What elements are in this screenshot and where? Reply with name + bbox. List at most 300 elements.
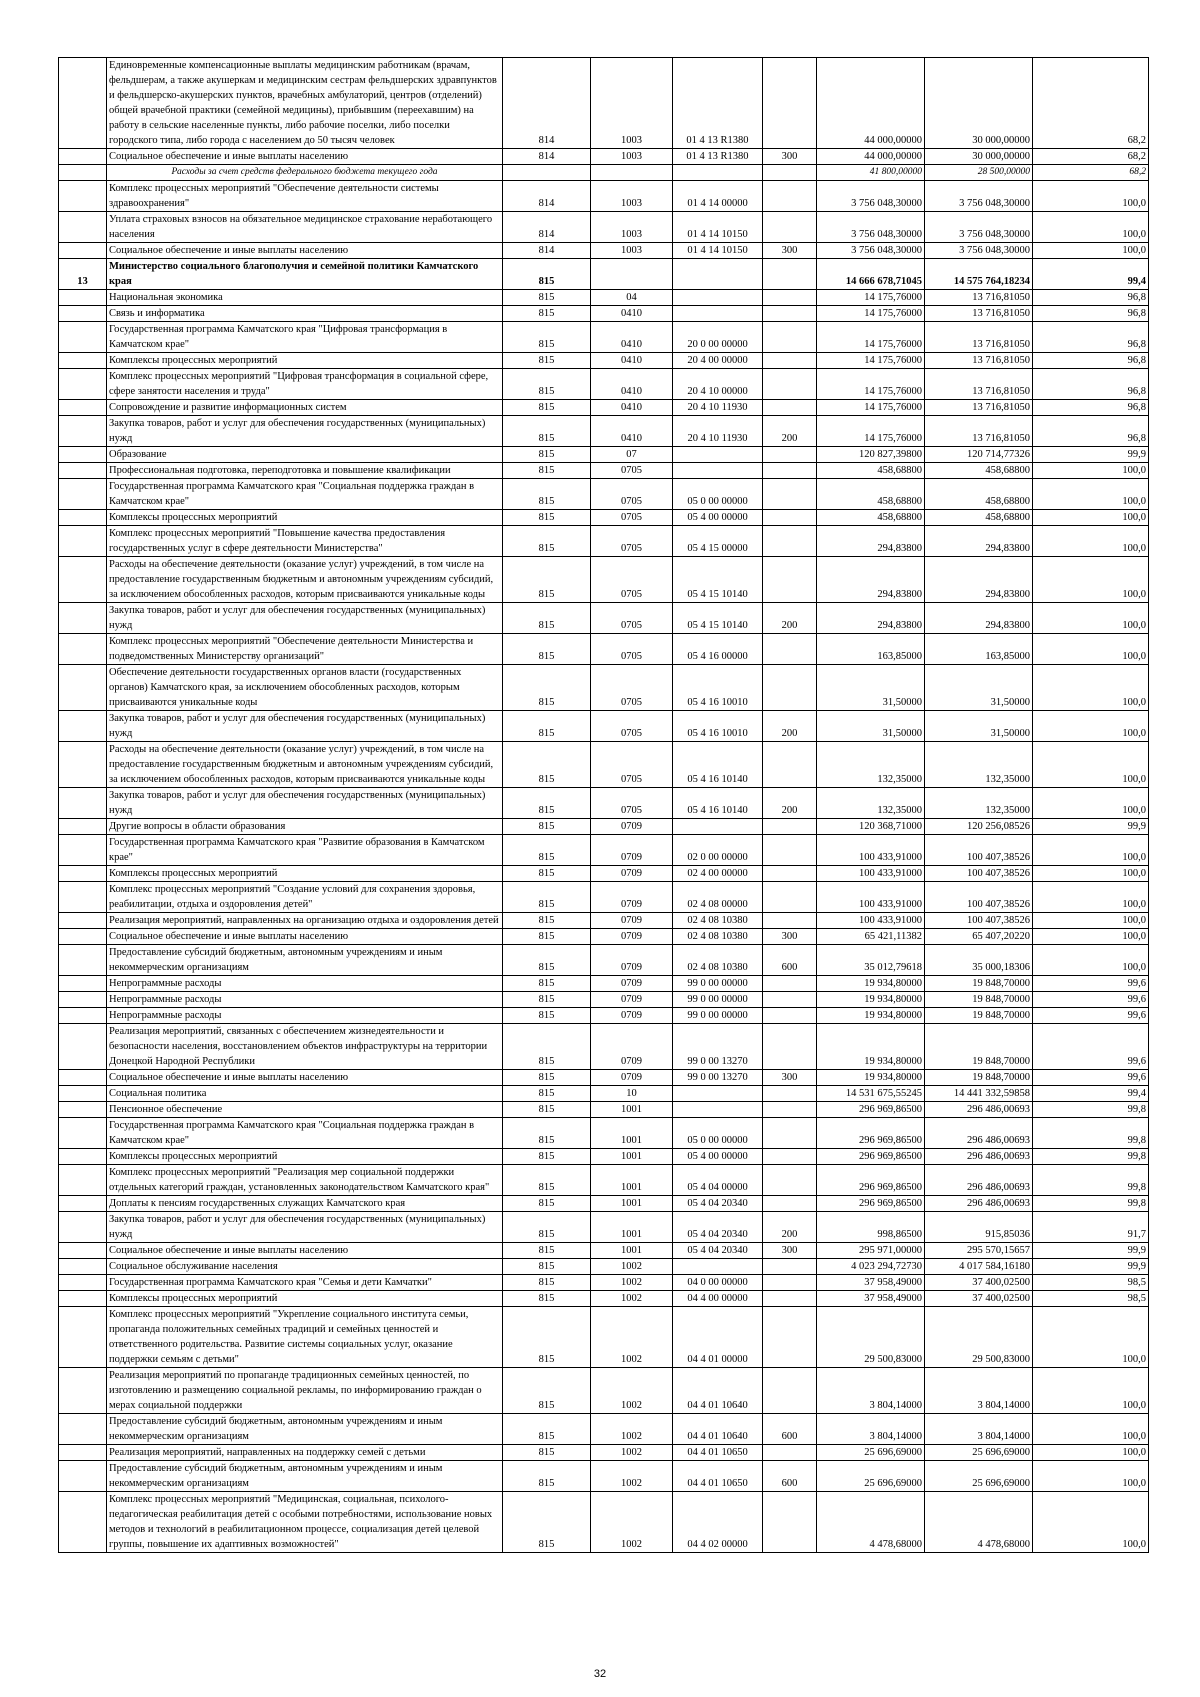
row-name: Профессиональная подготовка, переподготовка и повышение квалификации xyxy=(107,463,503,479)
row-percent: 100,0 xyxy=(1033,526,1149,557)
table-row xyxy=(59,603,1149,634)
row-percent: 99,8 xyxy=(1033,1102,1149,1118)
table-row xyxy=(59,819,1149,835)
row-actual-amount: 100 407,38526 xyxy=(925,882,1033,913)
row-plan-amount: 14 175,76000 xyxy=(817,306,925,322)
row-target-article: 02 4 08 10380 xyxy=(673,913,763,929)
table-row xyxy=(59,58,1149,149)
row-section-code: 1002 xyxy=(591,1291,673,1307)
row-grbs-code: 815 xyxy=(503,1461,591,1492)
row-actual-amount: 13 716,81050 xyxy=(925,416,1033,447)
row-name: Государственная программа Камчатского края "Социальная поддержка граждан в Камчатском крае" xyxy=(107,479,503,510)
row-percent: 96,8 xyxy=(1033,322,1149,353)
row-expense-type xyxy=(763,479,817,510)
row-plan-amount: 41 800,00000 xyxy=(817,165,925,181)
row-grbs-code: 815 xyxy=(503,526,591,557)
table-row xyxy=(59,1307,1149,1368)
row-name: Комплекс процессных мероприятий "Создание условий для сохранения здоровья, реабилитации, отдыха и оздоровления детей" xyxy=(107,882,503,913)
table-row xyxy=(59,945,1149,976)
row-name: Государственная программа Камчатского края "Развитие образования в Камчатском крае" xyxy=(107,835,503,866)
row-number xyxy=(59,665,107,711)
row-number xyxy=(59,866,107,882)
row-actual-amount: 132,35000 xyxy=(925,788,1033,819)
row-name: Доплаты к пенсиям государственных служащих Камчатского края xyxy=(107,1196,503,1212)
row-name: Комплекс процессных мероприятий "Медицинская, социальная, психолого-педагогическая реабилитация детей с особыми потребностями, использование новых методов и технологий в реабилитационном процессе, социализация детей целевой группы, повышение их адаптивных возможностей" xyxy=(107,1492,503,1553)
row-section-code: 0709 xyxy=(591,945,673,976)
row-name: Реализация мероприятий, направленных на поддержку семей с детьми xyxy=(107,1445,503,1461)
row-number xyxy=(59,819,107,835)
row-section-code: 1001 xyxy=(591,1102,673,1118)
row-percent: 100,0 xyxy=(1033,557,1149,603)
row-number xyxy=(59,742,107,788)
row-name: Непрограммные расходы xyxy=(107,976,503,992)
row-plan-amount: 294,83800 xyxy=(817,526,925,557)
table-row xyxy=(59,929,1149,945)
row-section-code: 1002 xyxy=(591,1414,673,1445)
row-number xyxy=(59,243,107,259)
row-name: Социальное обеспечение и иные выплаты населению xyxy=(107,1070,503,1086)
row-actual-amount: 458,68800 xyxy=(925,510,1033,526)
page-number: 32 xyxy=(593,1668,607,1680)
row-grbs-code: 815 xyxy=(503,259,591,290)
row-target-article xyxy=(673,1086,763,1102)
row-grbs-code: 815 xyxy=(503,1149,591,1165)
row-name: Единовременные компенсационные выплаты медицинским работникам (врачам, фельдшерам, а также акушеркам и медицинским сестрам фельдшерских здравпунктов и фельдшерско-акушерских пунктов, врачебных амбулаторий, центров (отделений) общей врачебной практики (семейной медицины), прибывшим (переехавшим) на работу в сельские населенные пункты, либо рабочие поселки, либо поселки городского типа, либо города с населением до 50 тысяч человек xyxy=(107,58,503,149)
row-expense-type xyxy=(763,181,817,212)
row-target-article: 04 4 01 10640 xyxy=(673,1414,763,1445)
row-number xyxy=(59,447,107,463)
row-percent: 91,7 xyxy=(1033,1212,1149,1243)
row-number xyxy=(59,165,107,181)
row-name: Комплекс процессных мероприятий "Реализация мер социальной поддержки отдельных категорий граждан, установленных законодательством Камчатского края" xyxy=(107,1165,503,1196)
row-actual-amount: 30 000,00000 xyxy=(925,149,1033,165)
row-expense-type: 600 xyxy=(763,945,817,976)
row-target-article xyxy=(673,819,763,835)
row-grbs-code: 815 xyxy=(503,1212,591,1243)
row-percent: 100,0 xyxy=(1033,634,1149,665)
row-actual-amount: 31,50000 xyxy=(925,665,1033,711)
row-name: Связь и информатика xyxy=(107,306,503,322)
table-row xyxy=(59,1275,1149,1291)
row-percent: 100,0 xyxy=(1033,882,1149,913)
table-row xyxy=(59,1086,1149,1102)
row-expense-type xyxy=(763,1008,817,1024)
row-grbs-code: 815 xyxy=(503,1196,591,1212)
row-number xyxy=(59,1024,107,1070)
row-plan-amount: 31,50000 xyxy=(817,665,925,711)
row-section-code: 0705 xyxy=(591,634,673,665)
row-section-code: 0705 xyxy=(591,742,673,788)
table-row xyxy=(59,1024,1149,1070)
row-grbs-code: 815 xyxy=(503,835,591,866)
row-section-code: 1001 xyxy=(591,1212,673,1243)
row-expense-type xyxy=(763,463,817,479)
row-expense-type: 300 xyxy=(763,929,817,945)
row-actual-amount: 19 848,70000 xyxy=(925,992,1033,1008)
row-section-code: 0705 xyxy=(591,463,673,479)
row-percent: 100,0 xyxy=(1033,665,1149,711)
row-expense-type xyxy=(763,976,817,992)
row-percent: 100,0 xyxy=(1033,711,1149,742)
row-target-article: 99 0 00 13270 xyxy=(673,1024,763,1070)
table-row xyxy=(59,322,1149,353)
row-target-article: 20 0 00 00000 xyxy=(673,322,763,353)
row-name: Реализация мероприятий по пропаганде традиционных семейных ценностей, по изготовлению и размещению социальной рекламы, по информированию граждан о мерах социальной поддержки xyxy=(107,1368,503,1414)
table-row xyxy=(59,447,1149,463)
row-target-article xyxy=(673,306,763,322)
row-target-article: 02 4 08 10380 xyxy=(673,945,763,976)
row-number xyxy=(59,1259,107,1275)
row-number xyxy=(59,416,107,447)
table-row xyxy=(59,1118,1149,1149)
table-row xyxy=(59,976,1149,992)
row-percent: 100,0 xyxy=(1033,463,1149,479)
table-row xyxy=(59,1461,1149,1492)
row-plan-amount: 100 433,91000 xyxy=(817,882,925,913)
row-expense-type: 300 xyxy=(763,1070,817,1086)
row-percent: 96,8 xyxy=(1033,290,1149,306)
table-row xyxy=(59,1368,1149,1414)
table-row xyxy=(59,1259,1149,1275)
row-percent: 99,6 xyxy=(1033,992,1149,1008)
row-target-article xyxy=(673,259,763,290)
row-expense-type xyxy=(763,1149,817,1165)
row-expense-type xyxy=(763,819,817,835)
row-number xyxy=(59,603,107,634)
row-target-article: 02 4 00 00000 xyxy=(673,866,763,882)
row-target-article: 01 4 14 00000 xyxy=(673,181,763,212)
row-section-code: 0709 xyxy=(591,1070,673,1086)
row-expense-type: 200 xyxy=(763,603,817,634)
row-expense-type xyxy=(763,165,817,181)
row-number xyxy=(59,992,107,1008)
row-actual-amount: 296 486,00693 xyxy=(925,1149,1033,1165)
row-grbs-code: 815 xyxy=(503,400,591,416)
row-percent: 100,0 xyxy=(1033,1461,1149,1492)
row-plan-amount: 19 934,80000 xyxy=(817,976,925,992)
row-target-article: 04 4 02 00000 xyxy=(673,1492,763,1553)
row-number xyxy=(59,835,107,866)
row-actual-amount: 37 400,02500 xyxy=(925,1275,1033,1291)
row-percent: 100,0 xyxy=(1033,913,1149,929)
row-expense-type: 200 xyxy=(763,416,817,447)
row-percent: 100,0 xyxy=(1033,181,1149,212)
row-number xyxy=(59,929,107,945)
row-number xyxy=(59,353,107,369)
row-expense-type: 300 xyxy=(763,149,817,165)
row-number xyxy=(59,1492,107,1553)
row-number xyxy=(59,1212,107,1243)
row-section-code: 1002 xyxy=(591,1259,673,1275)
row-actual-amount: 163,85000 xyxy=(925,634,1033,665)
row-grbs-code: 815 xyxy=(503,866,591,882)
row-actual-amount: 458,68800 xyxy=(925,463,1033,479)
row-expense-type xyxy=(763,526,817,557)
row-plan-amount: 296 969,86500 xyxy=(817,1165,925,1196)
row-number xyxy=(59,1165,107,1196)
table-row xyxy=(59,1445,1149,1461)
row-expense-type xyxy=(763,1291,817,1307)
row-number xyxy=(59,306,107,322)
table-row xyxy=(59,866,1149,882)
row-name: Комплексы процессных мероприятий xyxy=(107,510,503,526)
row-percent: 99,9 xyxy=(1033,447,1149,463)
row-section-code: 0705 xyxy=(591,603,673,634)
row-section-code: 0410 xyxy=(591,322,673,353)
row-grbs-code: 815 xyxy=(503,1243,591,1259)
row-expense-type xyxy=(763,1445,817,1461)
row-name: Комплекс процессных мероприятий "Цифровая трансформация в социальной сфере, сфере занятости населения и труда" xyxy=(107,369,503,400)
row-grbs-code: 815 xyxy=(503,1492,591,1553)
table-row xyxy=(59,835,1149,866)
row-name: Закупка товаров, работ и услуг для обеспечения государственных (муниципальных) нужд xyxy=(107,1212,503,1243)
row-expense-type: 300 xyxy=(763,243,817,259)
table-row xyxy=(59,634,1149,665)
row-name: Комплексы процессных мероприятий xyxy=(107,353,503,369)
row-target-article: 05 4 16 10140 xyxy=(673,788,763,819)
row-section-code: 0705 xyxy=(591,510,673,526)
row-section-code: 10 xyxy=(591,1086,673,1102)
row-name: Государственная программа Камчатского края "Семья и дети Камчатки" xyxy=(107,1275,503,1291)
budget-sheet xyxy=(58,57,1148,1553)
row-percent: 99,8 xyxy=(1033,1165,1149,1196)
table-row xyxy=(59,1165,1149,1196)
row-target-article: 04 4 01 00000 xyxy=(673,1307,763,1368)
row-plan-amount: 458,68800 xyxy=(817,510,925,526)
row-actual-amount: 3 756 048,30000 xyxy=(925,181,1033,212)
table-row xyxy=(59,1008,1149,1024)
table-row xyxy=(59,479,1149,510)
row-plan-amount: 998,86500 xyxy=(817,1212,925,1243)
row-actual-amount: 19 848,70000 xyxy=(925,1024,1033,1070)
row-number xyxy=(59,322,107,353)
row-percent: 100,0 xyxy=(1033,479,1149,510)
row-name: Государственная программа Камчатского края "Цифровая трансформация в Камчатском крае" xyxy=(107,322,503,353)
row-name: Другие вопросы в области образования xyxy=(107,819,503,835)
row-number xyxy=(59,1414,107,1445)
row-section-code: 0709 xyxy=(591,866,673,882)
row-grbs-code: 815 xyxy=(503,1414,591,1445)
table-row xyxy=(59,181,1149,212)
row-actual-amount: 30 000,00000 xyxy=(925,58,1033,149)
row-grbs-code: 815 xyxy=(503,882,591,913)
row-name: Социальное обеспечение и иные выплаты населению xyxy=(107,1243,503,1259)
row-expense-type xyxy=(763,1368,817,1414)
row-expense-type: 600 xyxy=(763,1414,817,1445)
row-expense-type xyxy=(763,866,817,882)
row-actual-amount: 13 716,81050 xyxy=(925,322,1033,353)
row-actual-amount: 35 000,18306 xyxy=(925,945,1033,976)
row-target-article: 04 0 00 00000 xyxy=(673,1275,763,1291)
row-number xyxy=(59,1196,107,1212)
table-row xyxy=(59,1291,1149,1307)
row-expense-type xyxy=(763,1086,817,1102)
row-grbs-code: 815 xyxy=(503,913,591,929)
row-name: Комплексы процессных мероприятий xyxy=(107,866,503,882)
table-row xyxy=(59,290,1149,306)
row-section-code: 1003 xyxy=(591,181,673,212)
row-actual-amount: 25 696,69000 xyxy=(925,1445,1033,1461)
row-plan-amount: 296 969,86500 xyxy=(817,1149,925,1165)
table-row xyxy=(59,913,1149,929)
row-target-article: 20 4 10 11930 xyxy=(673,400,763,416)
row-section-code: 1002 xyxy=(591,1368,673,1414)
row-target-article: 05 4 16 10010 xyxy=(673,665,763,711)
row-plan-amount: 294,83800 xyxy=(817,603,925,634)
row-grbs-code: 815 xyxy=(503,479,591,510)
row-name: Предоставление субсидий бюджетным, автономным учреждениям и иным некоммерческим организациям xyxy=(107,1414,503,1445)
row-name: Государственная программа Камчатского края "Социальная поддержка граждан в Камчатском крае" xyxy=(107,1118,503,1149)
row-expense-type xyxy=(763,306,817,322)
row-target-article: 01 4 14 10150 xyxy=(673,212,763,243)
row-target-article: 99 0 00 00000 xyxy=(673,1008,763,1024)
table-row xyxy=(59,353,1149,369)
row-target-article: 05 4 04 20340 xyxy=(673,1196,763,1212)
row-grbs-code: 814 xyxy=(503,181,591,212)
row-expense-type: 300 xyxy=(763,1243,817,1259)
row-target-article: 99 0 00 00000 xyxy=(673,992,763,1008)
row-section-code: 1003 xyxy=(591,149,673,165)
row-actual-amount: 37 400,02500 xyxy=(925,1291,1033,1307)
row-expense-type xyxy=(763,290,817,306)
row-percent: 100,0 xyxy=(1033,742,1149,788)
row-target-article: 05 4 15 10140 xyxy=(673,603,763,634)
table-row xyxy=(59,369,1149,400)
row-target-article: 05 0 00 00000 xyxy=(673,1118,763,1149)
row-plan-amount: 19 934,80000 xyxy=(817,1008,925,1024)
row-percent: 99,6 xyxy=(1033,1024,1149,1070)
row-target-article: 05 4 16 10010 xyxy=(673,711,763,742)
row-name: Комплекс процессных мероприятий "Обеспечение деятельности Министерства и подведомственных Министерству организаций" xyxy=(107,634,503,665)
row-section-code: 1002 xyxy=(591,1492,673,1553)
row-expense-type xyxy=(763,1102,817,1118)
row-plan-amount: 31,50000 xyxy=(817,711,925,742)
row-section-code xyxy=(591,259,673,290)
row-number xyxy=(59,479,107,510)
table-row xyxy=(59,1243,1149,1259)
row-percent: 100,0 xyxy=(1033,788,1149,819)
row-plan-amount: 14 175,76000 xyxy=(817,369,925,400)
row-number xyxy=(59,1291,107,1307)
row-plan-amount: 19 934,80000 xyxy=(817,1024,925,1070)
row-expense-type xyxy=(763,557,817,603)
table-row xyxy=(59,788,1149,819)
row-percent: 68,2 xyxy=(1033,58,1149,149)
row-plan-amount: 35 012,79618 xyxy=(817,945,925,976)
row-target-article: 04 4 01 10650 xyxy=(673,1461,763,1492)
row-number xyxy=(59,1086,107,1102)
row-name: Национальная экономика xyxy=(107,290,503,306)
row-plan-amount: 3 756 048,30000 xyxy=(817,243,925,259)
row-percent: 100,0 xyxy=(1033,1414,1149,1445)
row-section-code: 0709 xyxy=(591,929,673,945)
row-target-article: 05 4 04 20340 xyxy=(673,1243,763,1259)
row-expense-type xyxy=(763,1165,817,1196)
row-actual-amount: 19 848,70000 xyxy=(925,1070,1033,1086)
row-actual-amount: 3 756 048,30000 xyxy=(925,243,1033,259)
row-actual-amount: 13 716,81050 xyxy=(925,369,1033,400)
row-actual-amount: 120 714,77326 xyxy=(925,447,1033,463)
row-number xyxy=(59,1445,107,1461)
row-expense-type xyxy=(763,992,817,1008)
row-plan-amount: 65 421,11382 xyxy=(817,929,925,945)
row-percent: 96,8 xyxy=(1033,306,1149,322)
row-plan-amount: 37 958,49000 xyxy=(817,1275,925,1291)
row-grbs-code xyxy=(503,165,591,181)
row-number xyxy=(59,1118,107,1149)
row-grbs-code: 815 xyxy=(503,447,591,463)
row-target-article: 04 4 00 00000 xyxy=(673,1291,763,1307)
row-name: Комплексы процессных мероприятий xyxy=(107,1149,503,1165)
row-expense-type xyxy=(763,742,817,788)
row-actual-amount: 100 407,38526 xyxy=(925,913,1033,929)
row-expense-type xyxy=(763,1492,817,1553)
row-percent: 99,4 xyxy=(1033,1086,1149,1102)
row-percent: 100,0 xyxy=(1033,1368,1149,1414)
row-plan-amount: 120 827,39800 xyxy=(817,447,925,463)
row-grbs-code: 815 xyxy=(503,788,591,819)
row-grbs-code: 815 xyxy=(503,945,591,976)
row-percent: 99,8 xyxy=(1033,1196,1149,1212)
row-plan-amount: 44 000,00000 xyxy=(817,149,925,165)
row-actual-amount: 3 756 048,30000 xyxy=(925,212,1033,243)
row-target-article xyxy=(673,463,763,479)
row-name: Социальное обеспечение и иные выплаты населению xyxy=(107,149,503,165)
row-target-article: 02 4 08 00000 xyxy=(673,882,763,913)
row-section-code: 0705 xyxy=(591,479,673,510)
row-number xyxy=(59,463,107,479)
row-percent: 99,9 xyxy=(1033,1243,1149,1259)
row-section-code: 0705 xyxy=(591,526,673,557)
row-target-article: 20 4 10 00000 xyxy=(673,369,763,400)
row-section-code: 1001 xyxy=(591,1149,673,1165)
row-section-code: 0709 xyxy=(591,835,673,866)
row-plan-amount: 14 531 675,55245 xyxy=(817,1086,925,1102)
row-actual-amount: 4 478,68000 xyxy=(925,1492,1033,1553)
row-number xyxy=(59,1243,107,1259)
row-name: Непрограммные расходы xyxy=(107,1008,503,1024)
row-target-article: 05 4 04 00000 xyxy=(673,1165,763,1196)
row-name: Социальное обеспечение и иные выплаты населению xyxy=(107,929,503,945)
row-grbs-code: 814 xyxy=(503,243,591,259)
row-actual-amount: 294,83800 xyxy=(925,603,1033,634)
row-number xyxy=(59,1307,107,1368)
table-row xyxy=(59,165,1149,181)
row-section-code: 0410 xyxy=(591,416,673,447)
row-plan-amount: 296 969,86500 xyxy=(817,1118,925,1149)
row-expense-type xyxy=(763,510,817,526)
row-name: Социальное обеспечение и иные выплаты населению xyxy=(107,243,503,259)
row-plan-amount: 14 175,76000 xyxy=(817,322,925,353)
row-grbs-code: 815 xyxy=(503,1275,591,1291)
row-plan-amount: 458,68800 xyxy=(817,463,925,479)
row-section-code: 1002 xyxy=(591,1307,673,1368)
row-percent: 98,5 xyxy=(1033,1275,1149,1291)
row-grbs-code: 815 xyxy=(503,416,591,447)
row-grbs-code: 815 xyxy=(503,603,591,634)
row-grbs-code: 815 xyxy=(503,819,591,835)
row-grbs-code: 815 xyxy=(503,742,591,788)
table-row xyxy=(59,665,1149,711)
row-section-code: 1003 xyxy=(591,58,673,149)
row-target-article: 05 4 16 10140 xyxy=(673,742,763,788)
row-expense-type xyxy=(763,913,817,929)
row-target-article: 01 4 14 10150 xyxy=(673,243,763,259)
row-grbs-code: 815 xyxy=(503,510,591,526)
row-plan-amount: 14 175,76000 xyxy=(817,290,925,306)
row-expense-type xyxy=(763,1275,817,1291)
row-section-code: 0709 xyxy=(591,819,673,835)
